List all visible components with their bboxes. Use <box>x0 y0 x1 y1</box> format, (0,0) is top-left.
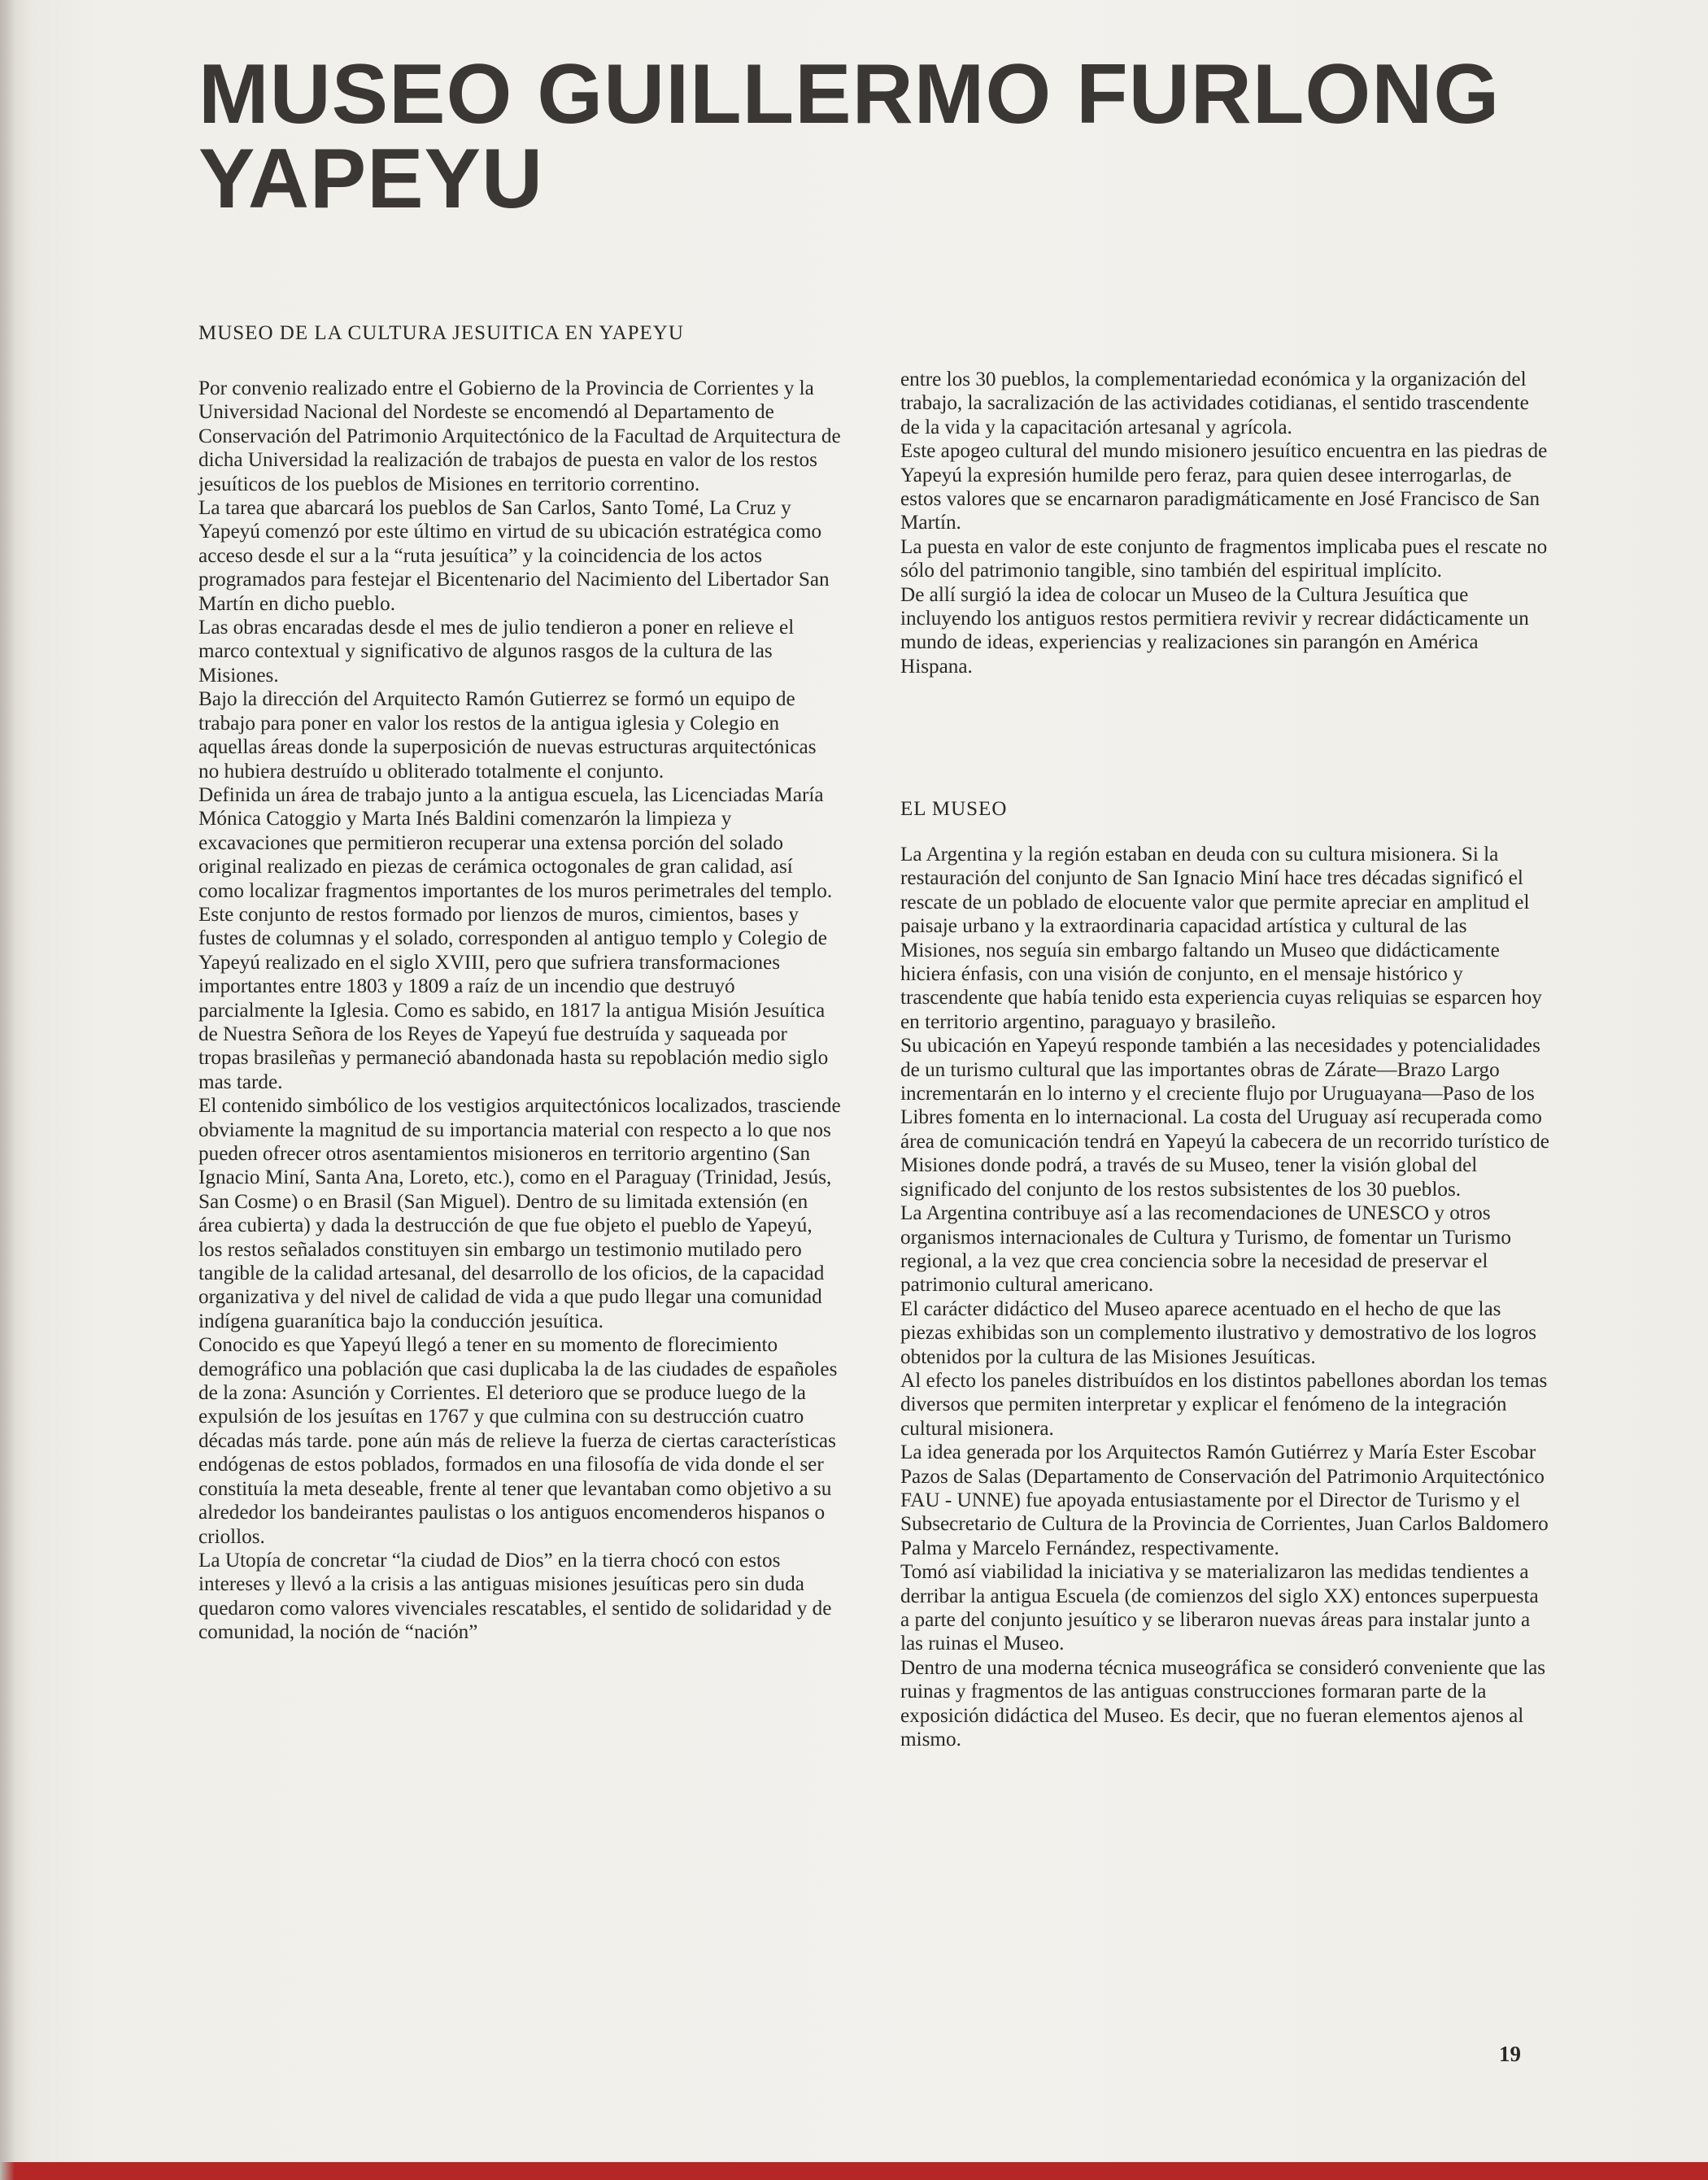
page-title <box>198 47 1630 226</box>
paragraph: Su ubicación en Yapeyú responde también a las necesidades y potencialidades de un turismo cultural que las importantes obras de Zárate—Brazo Largo incrementarán en lo interno y el creciente flujo por Uruguayana—Paso de los Libres fomenta en lo internacional. La costa del Uruguay así recuperada como área de comunicación tendrá en Yapeyú la cabecera de un recorrido turístico de Misiones donde podrá, a través de su Museo, tener la visión global del significado del conjunto de los restos subsistentes de los 30 pueblos. <box>900 1035 1549 1201</box>
paragraph: La Utopía de concretar “la ciudad de Dios” en la tierra chocó con estos intereses y llevó a la crisis a las antiguas misiones jesuíticas pero sin duda quedaron como valores vivenciales rescatables, el sentido de solidaridad y de comunidad, la noción de “nación” <box>198 1549 832 1644</box>
paragraph: El contenido simbólico de los vestigios arquitectónicos localizados, trasciende obviamente la magnitud de su importancia material con respecto a lo que nos pueden ofrecer otros asentamientos misioneros en territorio argentino (San Ignacio Miní, Santa Ana, Loreto, etc.), como en el Paraguay (Trinidad, Jesús, San Cosme) o en Brasil (San Miguel). Dentro de su limitada extensión (en área cubierta) y dada la destrucción de que fue objeto el pueblo de Yapeyú, los restos señalados constituyen sin embargo un testimonio mutilado pero tangible de la calidad artesanal, del desarrollo de los oficios, de la capacidad organizativa y del nivel de calidad de vida a que pudo llegar una comunidad indígena guaranítica bajo la conducción jesuítica. <box>198 1095 841 1332</box>
paragraph: Este conjunto de restos formado por lienzos de muros, cimientos, bases y fustes de columnas y el solado, corresponden al antiguo templo y Colegio de Yapeyú realizado en el siglo XVIII, pero que sufriera transformaciones importantes entre 1803 y 1809 a raíz de un incendio que destruyó parcialmente la Iglesia. Como es sabido, en 1817 la antigua Misión Jesuítica de Nuestra Señora de los Reyes de Yapeyú fue destruída y saqueada por tropas brasileñas y permaneció abandonada hasta su repoblación medio siglo mas tarde. <box>198 903 829 1093</box>
paragraph: Por convenio realizado entre el Gobierno de la Provincia de Corrientes y la Universidad Nacional del Nordeste se encomendó al Departamento de Conservación del Patrimonio Arquitectónico de la Facultad de Arquitectura de dicha Universidad la realización de trabajos de puesta en valor de los restos jesuíticos de los pueblos de Misiones en territorio correntino. <box>198 377 841 495</box>
paragraph: Dentro de una moderna técnica museográfica se consideró conveniente que las ruinas y fragmentos de las antiguas construcciones formaran parte de la exposición didáctica del Museo. Es decir, que no fueran elementos ajenos al mismo. <box>900 1656 1546 1751</box>
page-bottom-edge <box>0 2162 1708 2180</box>
section-heading-cultura-jesuitica: MUSEO DE LA CULTURA JESUITICA EN YAPEYU <box>198 322 684 344</box>
paragraph: La puesta en valor de este conjunto de fragmentos implicaba pues el rescate no sólo del patrimonio tangible, sino también del espiritual implícito. <box>900 535 1548 582</box>
paragraph: entre los 30 pueblos, la complementariedad económica y la organización del trabajo, la sacralización de las actividades cotidianas, el sentido trascendente de la vida y la capacitación artesanal y agrícola. <box>900 368 1529 438</box>
paragraph: La tarea que abarcará los pueblos de San Carlos, Santo Tomé, La Cruz y Yapeyú comenzó por este último en virtud de su ubicación estratégica como acceso desde el sur a la “ruta jesuítica” y la coincidencia de los actos programados para festejar el Bicentenario del Nacimiento del Libertador San Martín en dicho pueblo. <box>198 497 830 615</box>
paragraph: Bajo la dirección del Arquitecto Ramón Gutierrez se formó un equipo de trabajo para poner en valor los restos de la antigua iglesia y Colegio en aquellas áreas donde la superposición de nuevas estructuras arquitectónicas no hubiera destruído u obliterado totalmente el conjunto. <box>198 688 817 783</box>
page-number: 19 <box>1499 2042 1521 2066</box>
paragraph: La Argentina y la región estaban en deuda con su cultura misionera. Si la restauración del conjunto de San Ignacio Miní hace tres décadas significó el rescate de un poblado de elocuente valor que permite apreciar en amplitud el paisaje urbano y la extraordinaria capacidad artística y cultural de las Misiones, nos seguía sin embargo faltando un Museo que didácticamente hiciera énfasis, con una visión de conjunto, en el mensaje histórico y trascendente que había tenido esta experiencia cuyas reliquias se esparcen hoy en territorio argentino, paraguayo y brasileño. <box>900 844 1542 1033</box>
paragraph: De allí surgió la idea de colocar un Museo de la Cultura Jesuítica que incluyendo los antiguos restos permitiera revivir y recrear didácticamente un mundo de ideas, experiencias y realizaciones sin parangón en América Hispana. <box>900 583 1529 678</box>
paragraph: Este apogeo cultural del mundo misionero jesuítico encuentra en las piedras de Yapeyú la expresión humilde pero feraz, para quien desee interrogarlas, de estos valores que se encarnaron paradigmáticamente en José Francisco de San Martín. <box>900 440 1548 534</box>
paragraph: La idea generada por los Arquitectos Ramón Gutiérrez y María Ester Escobar Pazos de Salas (Departamento de Conservación del Patrimonio Arquitectónico FAU - UNNE) fue apoyada entusiastamente por el Director de Turismo y el Subsecretario de Cultura de la Provincia de Corrientes, Juan Carlos Baldomero Palma y Marcelo Fernández, respectivamente. <box>900 1441 1549 1559</box>
right-column-continuation <box>900 368 1551 678</box>
paragraph: La Argentina contribuye así a las recomendaciones de UNESCO y otros organismos internacionales de Cultura y Turismo, de fomentar un Turismo regional, a la vez que crea conciencia sobre la necesidad de preservar el patrimonio cultural americano. <box>900 1202 1511 1297</box>
title-line-2: YAPEYU <box>198 132 544 226</box>
paragraph: Al efecto los paneles distribuídos en los distintos pabellones abordan los temas diversos que permiten interpretar y explicar el fenómeno de la integración cultural misionera. <box>900 1369 1548 1440</box>
paragraph: Las obras encaradas desde el mes de julio tendieron a poner en relieve el marco contextual y significativo de algunos rasgos de la cultura de las Misiones. <box>198 617 795 687</box>
title-line-1: MUSEO GUILLERMO FURLONG <box>198 47 1501 142</box>
paragraph: Definida un área de trabajo junto a la antigua escuela, las Licenciadas María Mónica Catoggio y Marta Inés Baldini comenzarón la limpieza y excavaciones que permitieron recuperar una extensa porción del solado original realizado en piezas de cerámica octogonales de gran calidad, así como localizar fragmentos importantes de los muros perimetrales del templo. <box>198 783 833 902</box>
paragraph: El carácter didáctico del Museo aparece acentuado en el hecho de que las piezas exhibidas son un complemento ilustrativo y demostrativo de los logros obtenidos por la cultura de las Misiones Jesuíticas. <box>900 1297 1537 1368</box>
section-heading-el-museo: EL MUSEO <box>900 798 1008 820</box>
paragraph: Tomó así viabilidad la iniciativa y se materializaron las medidas tendientes a derribar la antigua Escuela (de comienzos del siglo XX) entonces superpuesta a parte del conjunto jesuítico y se liberaron nuevas áreas para instalar junto a las ruinas el Museo. <box>900 1561 1539 1655</box>
paragraph: Conocido es que Yapeyú llegó a tener en su momento de florecimiento demográfico una población que casi duplicaba la de las ciudades de españoles de la zona: Asunción y Corrientes. El deterioro que se produce luego de la expulsión de los jesuítas en 1767 y que culmina con su destrucción cuatro décadas más tarde. pone aún más de relieve la fuerza de ciertas características endógenas de estos poblados, formados en una filosofía de vida donde el ser constituía la meta deseable, frente al tener que levantaban como objetivo a su alrededor los bandeirantes paulistas o los antiguos encomenderos hispanos o criollos. <box>198 1334 838 1548</box>
right-column-body <box>900 843 1551 1751</box>
left-column-body <box>198 377 841 1645</box>
